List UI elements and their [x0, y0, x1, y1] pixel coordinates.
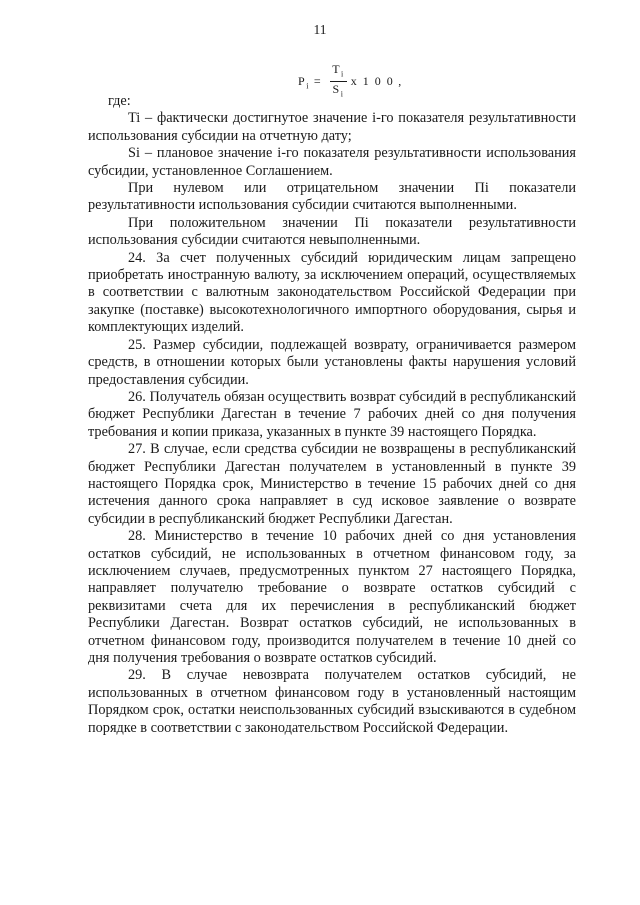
formula-numerator: $T_i$	[330, 62, 347, 82]
paragraph-zero-negative: При нулевом или отрицательном значении Пi показатели результативности использования субсидии считаются выполненными.	[88, 180, 576, 214]
paragraph-ti-definition: Ti – фактически достигнутое значение i-го показателя результативности использования субсидии на отчетную дату;	[88, 110, 576, 144]
formula-lhs: $P_i$	[298, 73, 310, 91]
document-body	[88, 93, 576, 737]
paragraph-si-definition: Si – плановое значение i-го показателя результативности использования субсидии, установленное Соглашением.	[88, 145, 576, 179]
formula-multiplier: x 1 0 0	[350, 74, 395, 89]
paragraph-27: 27. В случае, если средства субсидии не возвращены в республиканский бюджет Республики Дагестан получателем в установленный в пункте 39 настоящего Порядка срок, Министерство в течение 15 рабочих дней со дня истечения данного срока направляет в суд исковое заявление о возврате субсидии в республиканский бюджет Республики Дагестан.	[88, 441, 576, 527]
paragraph-29: 29. В случае невозврата получателем остатков субсидий, не использованных в отчетном финансовом году в установленный настоящим Порядком срок, остатки неиспользованных субсидий взыскиваются в судебном порядке в соответствии с законодательством Российской Федерации.	[88, 667, 576, 736]
formula-denominator: $S_i$	[332, 82, 345, 99]
paragraph-26: 26. Получатель обязан осуществить возврат субсидий в республиканский бюджет Республики Дагестан в течение 7 рабочих дней со дня получения требования и копии приказа, указанных в пункте 39 настоящего Порядка.	[88, 388, 576, 440]
formula-equals: =	[313, 74, 323, 89]
paragraph-24: 24. За счет полученных субсидий юридическим лицам запрещено приобретать иностранную валюту, за исключением операций, осуществляемых в соответствии с валютным законодательством Российской Федерации при закупке (поставке) высокотехнологичного импортного оборудования, сырья и комплектующих изделий.	[88, 249, 576, 336]
paragraph-28: 28. Министерство в течение 10 рабочих дней со дня установления остатков субсидий, не использованных в отчетном финансовом году, за исключением случаев, предусмотренных пунктом 27 настоящего Порядка, направляет получателю требование о возврате остатков субсидий с реквизитами счета для их перечисления в республиканский бюджет Республики Дагестан. Возврат остатков субсидий, не использованных в отчетном финансовом году, производится получателем в течение 10 дней со дня получения требования о возврате остатков субсидий.	[88, 528, 576, 666]
formula-tail: ,	[398, 74, 403, 89]
paragraph-where: где:	[108, 93, 131, 109]
paragraph-25: 25. Размер субсидии, подлежащей возврату, ограничивается размером средств, в отношении которых были установлены факты нарушения условий предоставления субсидии.	[88, 336, 576, 388]
page-number: 11	[313, 22, 327, 37]
paragraph-positive: При положительном значении Пi показатели результативности использования субсидии считаются невыполненными.	[88, 214, 576, 249]
